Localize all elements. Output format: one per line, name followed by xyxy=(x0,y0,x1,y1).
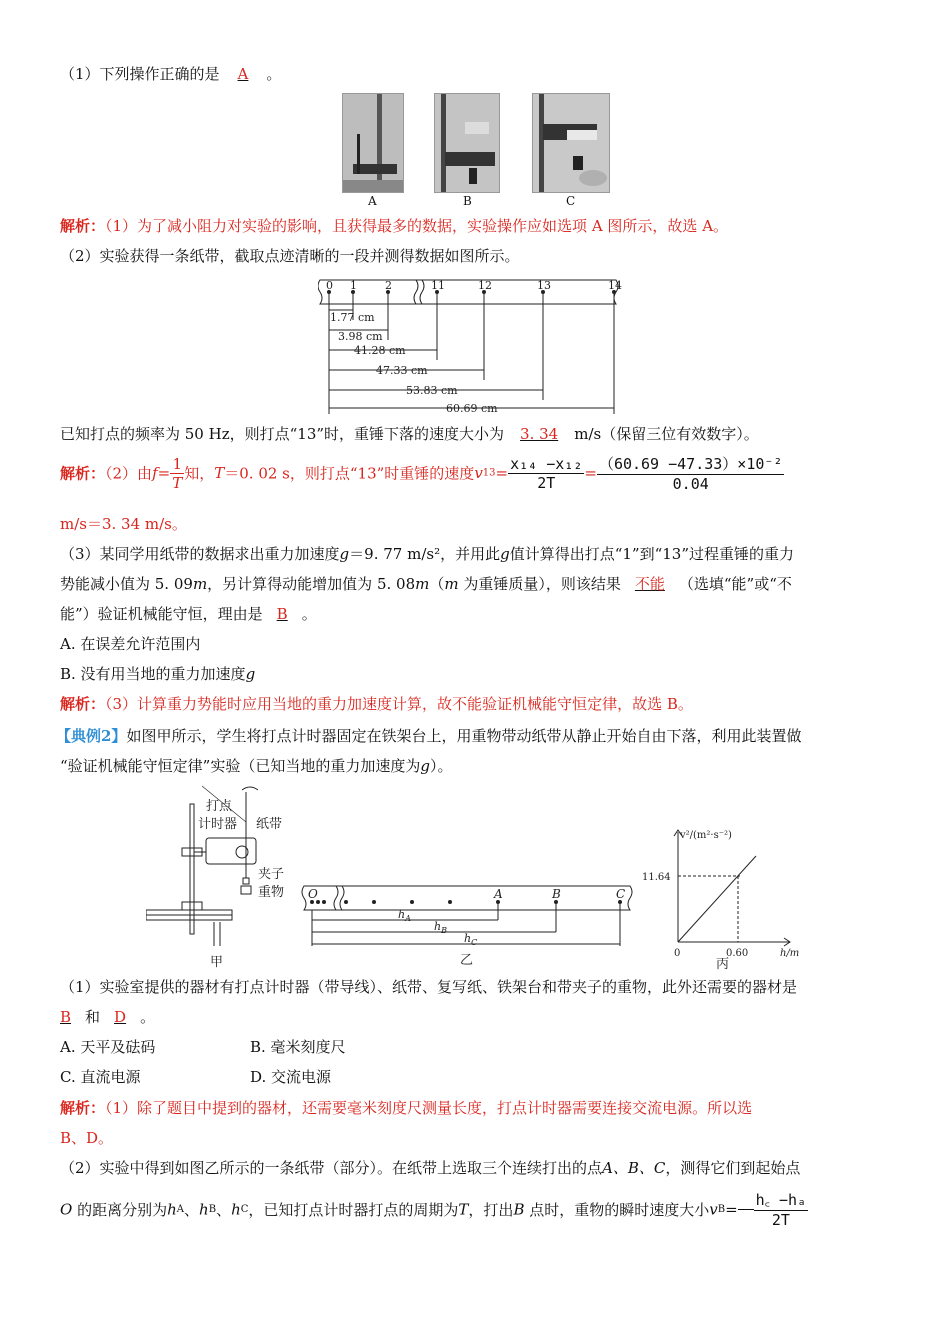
label-hb: $h_B$ xyxy=(434,920,447,935)
origin: 0 xyxy=(674,948,681,959)
measure-11: 41.28 cm xyxy=(354,344,406,357)
q2-analysis-result: m/s＝3. 34 m/s。 xyxy=(60,515,187,533)
label-timer-2: 计时器 xyxy=(198,817,238,832)
tick-13: 13 xyxy=(537,279,551,292)
photo-label-c: C xyxy=(566,194,576,208)
e1-line1: （1）实验室提供的器材有打点计时器（带导线）、纸带、复写纸、铁架台和带夹子的重物，此外还需要的器材是 xyxy=(60,978,798,996)
e1-answers: B 和 D 。 xyxy=(60,1008,156,1026)
q3-answer1: 不能 xyxy=(634,575,665,593)
y-value: 11.64 xyxy=(642,872,671,883)
measure-14: 60.69 cm xyxy=(446,402,498,415)
photo-c xyxy=(532,93,610,193)
q2-answer: 3. 34 xyxy=(520,425,559,443)
point-o: O xyxy=(308,887,318,901)
q2-analysis: 解析：（2）由f= $\frac{1}{T}$ 知，T＝0. 02 s，则打点“13”时重锤的速度v13= $\frac{\text{x₁₄ −x₁₂}}{2T}$ = $\frac{\text{（60.69 −47.33）×10⁻²}}{0.04}$ xyxy=(60,454,783,493)
photo-a-drawing xyxy=(343,94,403,192)
tick-2: 2 xyxy=(385,279,392,292)
measure-12: 47.33 cm xyxy=(376,364,428,377)
caption-yi: 乙 xyxy=(460,953,474,968)
photo-label-a: A xyxy=(368,194,377,208)
tick-12: 12 xyxy=(478,279,492,292)
measure-13: 53.83 cm xyxy=(406,384,458,397)
ex2-line1: 【典例2】如图甲所示，学生将打点计时器固定在铁架台上，用重物带动纸带从静止开始自由下落，利用此装置做 xyxy=(56,727,802,745)
q3-answer2: B xyxy=(276,605,288,623)
e2-line2: O 的距离分别为hA、hB、hC，已知打点计时器打点的周期为T，打出B 点时，重物的瞬时速度大小vB= $\frac{\text{h꜀ −hₐ}}{2T}$ xyxy=(60,1191,807,1229)
label-ha: $h_A$ xyxy=(398,908,411,923)
graph-bing-figure xyxy=(640,824,820,970)
point-c: C xyxy=(616,887,626,901)
y-axis-label: v²/(m²·s⁻²) xyxy=(680,830,732,841)
label-hc: $h_C$ xyxy=(464,932,478,947)
q3-line3: 能”）验证机械能守恒，理由是 B 。 xyxy=(60,605,317,623)
q2-intro: （2）实验获得一条纸带，截取点迹清晰的一段并测得数据如图所示。 xyxy=(60,247,520,265)
tick-11: 11 xyxy=(431,279,445,292)
label-clip: 夹子 xyxy=(258,867,285,882)
ex2-line2: “验证机械能守恒定律”实验（已知当地的重力加速度为g）。 xyxy=(60,757,453,775)
e1-analysis: 解析：（1）除了题目中提到的器材，还需要毫米刻度尺测量长度，打点计时器需要连接交流电源。所以选 xyxy=(60,1099,753,1117)
point-b: B xyxy=(552,887,561,901)
e1-option-c: C. 直流电源 xyxy=(60,1068,141,1086)
q1-prompt: （1）下列操作正确的是 xyxy=(60,65,220,83)
apparatus-figure xyxy=(146,782,296,970)
photo-b xyxy=(434,93,500,193)
caption-bing: 丙 xyxy=(716,957,730,970)
x-axis-label: h/m xyxy=(780,948,800,959)
e1-option-b: B. 毫米刻度尺 xyxy=(250,1038,346,1056)
point-a: A xyxy=(494,887,503,901)
tick-1: 1 xyxy=(350,279,357,292)
label-tape: 纸带 xyxy=(256,817,283,832)
paper-tape-figure xyxy=(318,278,648,418)
measure-1: 1.77 cm xyxy=(330,311,375,324)
photo-label-b: B xyxy=(463,194,472,208)
data-line xyxy=(678,856,756,942)
q2-line: 已知打点的频率为 50 Hz，则打点“13”时，重锤下落的速度大小为 3. 34 m/s（保留三位有效数字）。 xyxy=(60,425,759,443)
label-timer-1: 打点 xyxy=(206,799,233,814)
q3-option-b: B. 没有用当地的重力加速度g xyxy=(60,665,256,683)
q3-option-a: A. 在误差允许范围内 xyxy=(60,635,201,653)
e1-analysis-2: B、D。 xyxy=(60,1129,114,1147)
e1-answer2: D xyxy=(114,1008,127,1026)
q3-line2: 势能减小值为 5. 09m，另计算得动能增加值为 5. 08m（m 为重锤质量），则该结果 不能 （选填“能”或“不 xyxy=(60,575,792,593)
tape-yi-figure xyxy=(300,880,640,970)
q3-analysis: 解析：（3）计算重力势能时应用当地的重力加速度计算，故不能验证机械能守恒定律，故选 B。 xyxy=(60,695,693,713)
measure-2: 3.98 cm xyxy=(338,330,383,343)
e2-line1: （2）实验中得到如图乙所示的一条纸带（部分）。在纸带上选取三个连续打出的点A、B、C，测得它们到起始点 xyxy=(60,1159,801,1177)
label-weight: 重物 xyxy=(258,885,285,900)
q1-analysis: 解析：（1）为了减小阻力对实验的影响，且获得最多的数据，实验操作应如选项 A 图所示，故选 A。 xyxy=(60,217,729,235)
photo-c-drawing xyxy=(533,94,609,192)
ex2-tag: 【典例2】 xyxy=(56,727,127,745)
x-value: 0.60 xyxy=(726,948,749,959)
tick-0: 0 xyxy=(326,279,333,292)
q1-answer: A xyxy=(237,65,249,83)
q3-line1: （3）某同学用纸带的数据求出重力加速度g＝9. 77 m/s²，并用此g值计算得出打点“1”到“13”过程重锤的重力 xyxy=(60,545,795,563)
q1-line: （1）下列操作正确的是 A 。 xyxy=(60,65,282,83)
tick-14: 14 xyxy=(608,279,622,292)
caption-jia: 甲 xyxy=(210,955,224,970)
photo-a xyxy=(342,93,404,193)
photo-b-drawing xyxy=(435,94,499,192)
e1-option-a: A. 天平及砝码 xyxy=(60,1038,156,1056)
e1-option-d: D. 交流电源 xyxy=(250,1068,332,1086)
e1-answer1: B xyxy=(60,1008,72,1026)
